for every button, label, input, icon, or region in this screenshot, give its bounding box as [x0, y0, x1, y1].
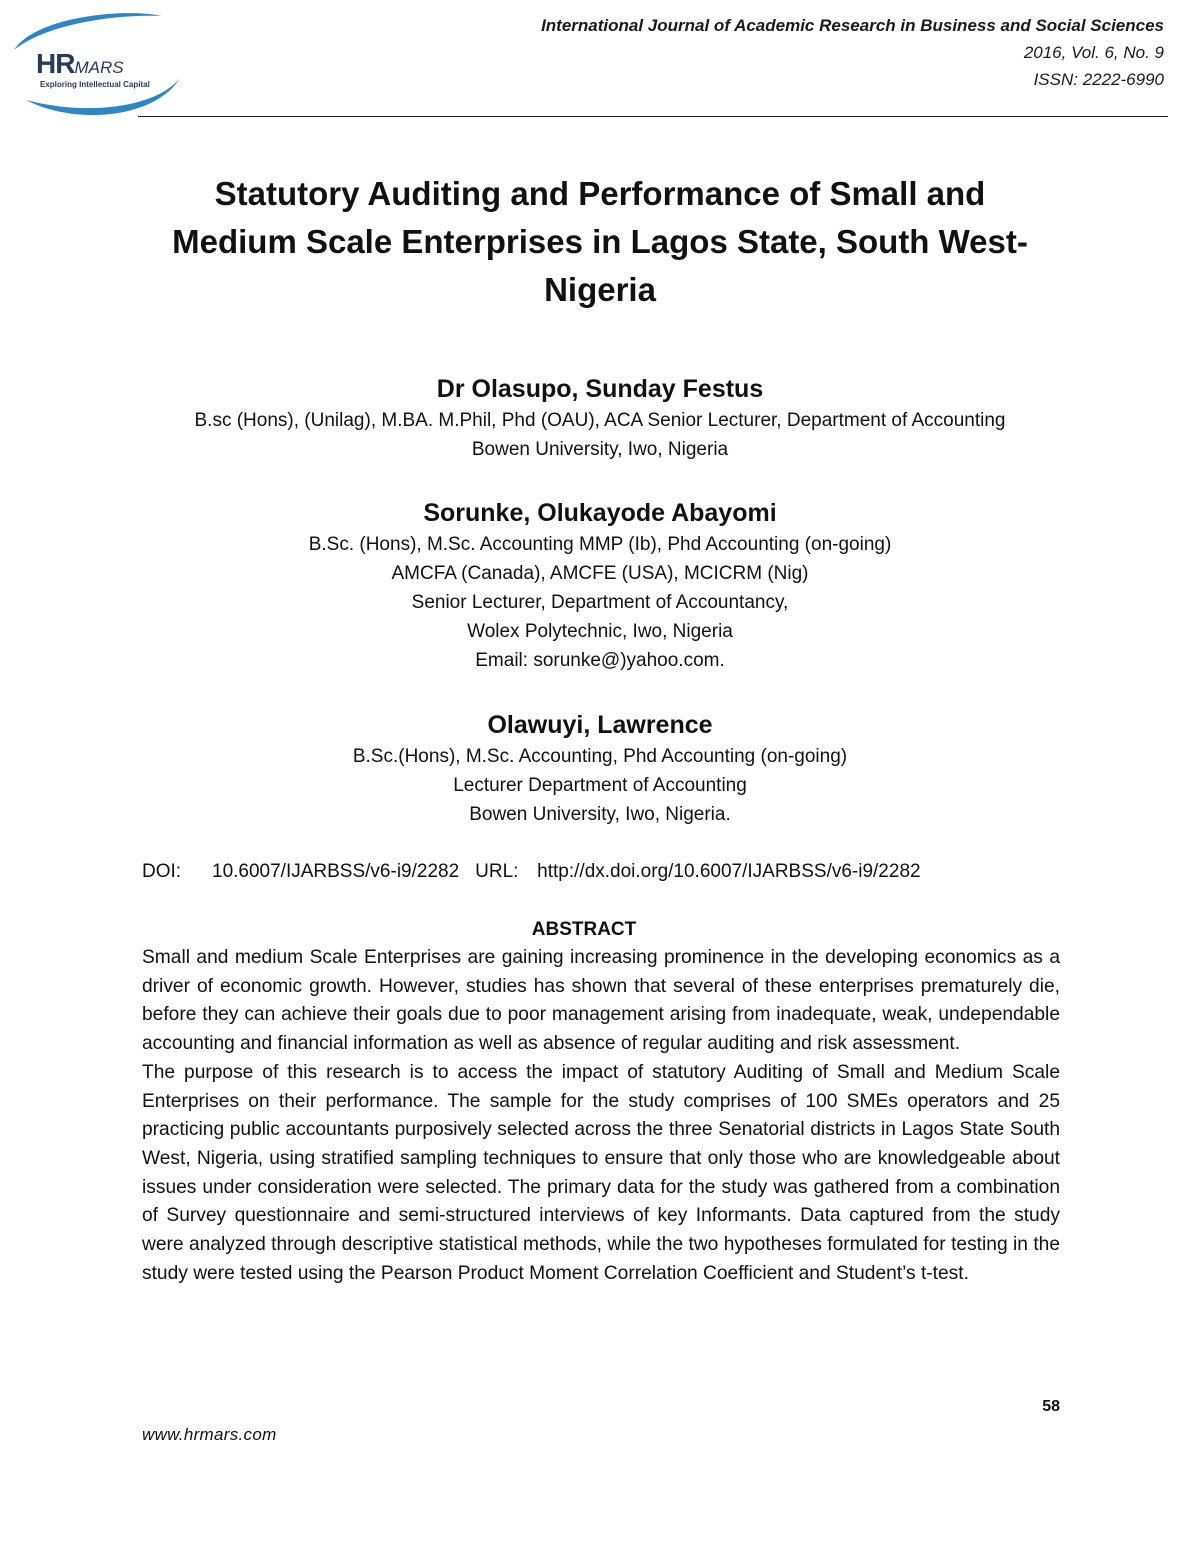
title-line-3: Nigeria	[544, 271, 656, 308]
title-line-2: Medium Scale Enterprises in Lagos State, South West-	[172, 223, 1028, 260]
doi-link[interactable]: 10.6007/IJARBSS/v6-i9/2282	[212, 861, 460, 882]
author-affiliation: AMCFA (Canada), AMCFE (USA), MCICRM (Nig)	[391, 563, 809, 584]
url-label: URL:	[475, 861, 519, 882]
logo-wordmark	[36, 48, 124, 80]
author-name: Dr Olasupo, Sunday Festus	[436, 375, 764, 403]
abstract-paragraph: Small and medium Scale Enterprises are gaining increasing prominence in the developing economics as a driver of economic growth. However, studies has shown that several of these enterprises prematurely die, before they can achieve their goals due to poor management arising from inadequate, weak, undependable accounting and financial information as well as absence of regular auditing and risk assessment.	[142, 947, 1060, 1055]
abstract-body	[142, 944, 1060, 1288]
author-name: Olawuyi, Lawrence	[487, 711, 713, 739]
logo-hr: HR	[36, 48, 75, 79]
author-affiliation: B.Sc.(Hons), M.Sc. Accounting, Phd Accounting (on-going)	[352, 746, 848, 767]
author-affiliation: Bowen University, Iwo, Nigeria	[471, 439, 729, 460]
logo-mars: MARS	[74, 58, 124, 77]
hrmars-logo	[6, 8, 186, 120]
author-block-2	[100, 496, 1100, 675]
author-affiliation: Lecturer Department of Accounting	[453, 775, 747, 796]
footer-website-link[interactable]: www.hrmars.com	[142, 1425, 277, 1444]
author-block-3	[100, 708, 1100, 829]
page-number: 58	[1042, 1398, 1060, 1415]
author-affiliation: Wolex Polytechnic, Iwo, Nigeria	[467, 621, 733, 642]
title-line-1: Statutory Auditing and Performance of Small and	[214, 175, 986, 212]
abstract-heading: ABSTRACT	[531, 919, 637, 940]
doi-label: DOI:	[142, 861, 182, 882]
journal-volume: 2016, Vol. 6, No. 9	[1023, 43, 1164, 62]
author-affiliation: B.Sc. (Hons), M.Sc. Accounting MMP (Ib), Phd Accounting (on-going)	[308, 534, 892, 555]
author-affiliation: B.sc (Hons), (Unilag), M.BA. M.Phil, Phd (OAU), ACA Senior Lecturer, Department of Accounting	[194, 410, 1006, 431]
author-email: Email: sorunke@)yahoo.com.	[475, 650, 725, 671]
url-link[interactable]: http://dx.doi.org/10.6007/IJARBSS/v6-i9/2282	[537, 861, 921, 882]
paper-title	[140, 170, 1060, 314]
abstract-paragraph: The purpose of this research is to access the impact of statutory Auditing of Small and Medium Scale Enterprises on their performance. The sample for the study comprises of 100 SMEs operators and 25 practicing public accountants purposively selected across the three Senatorial districts in Lagos State South West, Nigeria, using stratified sampling techniques to ensure that only those who are knowledgeable about issues under consideration were selected. The primary data for the study was gathered from a combination of Survey questionnaire and semi-structured interviews of key Informants. Data captured from the study were analyzed through descriptive statistical methods, while the two hypotheses formulated for testing in the study were tested using the Pearson Product Moment Correlation Coefficient and Student’s t-test.	[142, 1061, 1060, 1284]
journal-info	[464, 12, 1164, 93]
logo-tagline: Exploring Intellectual Capital	[40, 80, 150, 89]
journal-issn: ISSN: 2222-6990	[1033, 70, 1164, 89]
author-affiliation: Bowen University, Iwo, Nigeria.	[469, 804, 731, 825]
journal-name: International Journal of Academic Research in Business and Social Sciences	[541, 16, 1164, 35]
header-divider	[138, 116, 1168, 117]
author-name: Sorunke, Olukayode Abayomi	[423, 499, 777, 527]
doi-line	[142, 858, 921, 886]
author-block-1	[100, 372, 1100, 464]
author-affiliation: Senior Lecturer, Department of Accountancy,	[411, 592, 789, 613]
